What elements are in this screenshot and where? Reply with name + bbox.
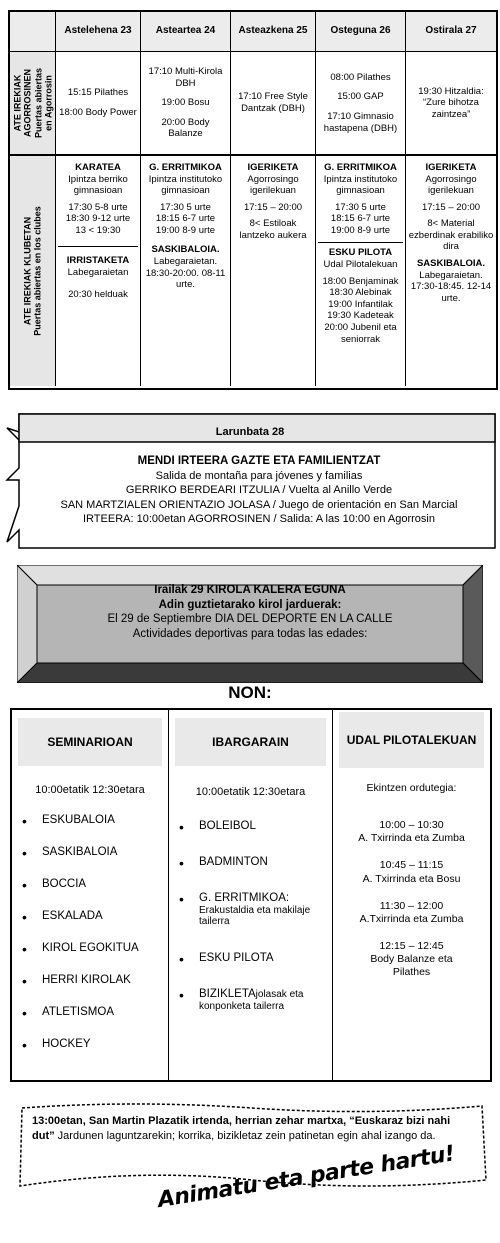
clubs-wed: IGERIKETA Agorrosingo igerilekuan 17:15 – 20:00 8< Estiloak lantzeko aukera <box>231 156 316 386</box>
column-seminarioan <box>12 710 168 1080</box>
column-time: 10:00etatik 12:30etara <box>35 784 145 796</box>
column-header: IBARGARAIN <box>175 718 326 766</box>
column-time: 10:00etatik 12:30etara <box>195 786 306 798</box>
clubs-tue: G. ERRITMIKOA Ipintza institutoko gimnasioan 17:30 5 urte 18:15 6-7 urte 19:00 8-9 urte SASKIBALOIA. Labegaraietan. 18:30-20:00. 08-11 urte. <box>141 156 231 386</box>
saturday-line: SAN MARTZIALEN ORIENTAZIO JOLASA / Juego de orientación en San Marcial <box>60 498 458 511</box>
list-item: • ESKU PILOTA <box>179 952 328 988</box>
list-item: • G. ERRITMIKOA: Erakustaldia eta makilaje tailerra <box>179 892 328 952</box>
clubs-thu: G. ERRITMIKOA Ipintza institutoko gimnasioan 17:30 5 urte 18:15 6-7 urte 19:00 8-9 urte ESKU PILOTA Udal Pilotalekuan 18:00 Benjaminak 18:30 Alebinak 19:00 Infantilak 19:30 Kadeteak 20:00 Jubenil eta seniorrak <box>316 156 406 386</box>
clubs-fri: IGERIKETA Agorrosingo igerilekuan 17:15 – 20:00 8< Material ezberdinak erabiliko dira SASKIBALOIA. Labegaraietan. 17:30-18:45. 12-14 urte. <box>408 162 494 304</box>
list-item: • HOCKEY <box>22 1038 164 1070</box>
column-header: SEMINARIOAN <box>18 718 162 766</box>
row-label-agorrosin: ATE IREKIAK AGORROSINEN Puertas abiertas en Agorrosin <box>10 52 56 156</box>
street-sports-day-banner <box>17 565 483 683</box>
saturday-box <box>5 410 497 550</box>
column-ibargarain <box>169 710 332 1080</box>
slogan: Animatu eta parte hartu! <box>156 1141 457 1213</box>
row-label-clubs: ATE IREKIAK KLUBETAN Puertas abiertas en los clubes <box>10 156 56 386</box>
weekly-schedule-table <box>8 10 498 390</box>
sunday-text: Irailak 29 KIROLA KALERA EGUNA Adin guztietarako kirol jarduerak: El 29 de Septiembre DIA DEL DEPORTE EN LA CALLE Actividades deportivas para todas las edades: <box>107 584 393 641</box>
list-item: • BOCCIA <box>22 878 164 910</box>
agorrosin-fri: 19:30 Hitzaldia: “Zure bihotza zaintzea” <box>406 52 496 156</box>
activity-list <box>179 820 328 1032</box>
saturday-line: Salida de montaña para jóvenes y familias <box>155 469 363 482</box>
saturday-heading: MENDI IRTEERA GAZTE ETA FAMILIENTZAT <box>137 455 381 467</box>
column-header: UDAL PILOTALEKUAN <box>339 712 484 768</box>
list-item: • ESKALADA <box>22 910 164 942</box>
saturday-line: GERRIKO BERDEARI ITZULIA / Vuelta al Anillo Verde <box>125 484 393 497</box>
saturday-line: IRTEERA: 10:00etan AGORROSINEN / Salida: A las 10:00 en Agorrosin <box>83 512 435 525</box>
day-header-thu: Osteguna 26 <box>316 12 406 52</box>
activities-table <box>10 708 492 1082</box>
day-header-fri: Ostirala 27 <box>406 12 496 52</box>
column-pilotalekuan <box>333 710 490 1080</box>
list-item: • BIZIKLETAjolasak eta konponketa tailerra <box>179 988 328 1032</box>
saturday-title: Larunbata 28 <box>215 426 285 438</box>
list-item: • ATLETISMOA <box>22 1006 164 1038</box>
agorrosin-thu: 08:00 Pilathes 15:00 GAP 17:10 Gimnasio hastapena (DBH) <box>316 52 406 156</box>
day-header-tue: Asteartea 24 <box>141 12 231 52</box>
day-header-wed: Asteazkena 25 <box>231 12 316 52</box>
agorrosin-tue: 17:10 Multi-Kirola DBH 19:00 Bosu 20:00 Body Balanze <box>141 52 231 156</box>
list-item: • BADMINTON <box>179 856 328 892</box>
list-item: • BOLEIBOL <box>179 820 328 856</box>
where-heading: NON: <box>228 683 272 702</box>
agorrosin-wed: 17:10 Free Style Dantzak (DBH) <box>231 52 316 156</box>
list-item: • HERRI KIROLAK <box>22 974 164 1006</box>
list-item: • SASKIBALOIA <box>22 846 164 878</box>
activity-list <box>22 814 164 1070</box>
clubs-mon: KARATEA Ipintza berriko gimnasioan 17:30 5-8 urte 18:30 9-12 urte 13 < 19:30 IRRISTAKETA Labegaraietan 20:30 helduak <box>56 156 141 386</box>
pilotaleku-schedule: Ekintzen ordutegia: 10:00 – 10:30 A. Txirrinda eta Zumba 10:45 – 11:15 A. Txirrinda eta Bosu 11:30 – 12:00 A.Txirrinda eta Zumba 12:15 – 12:45 Body Balanze eta Pilathes <box>358 782 465 979</box>
table-corner <box>10 12 56 52</box>
march-text: 13:00etan, San Martin Plazatik irtenda, herrian zehar martxa, “Euskaraz bizi nahi dut” Jardunen laguntzarekin; korrika, bizikletaz zein patinetan egin ahal izango da. <box>32 1115 451 1142</box>
list-item: • KIROL EGOKITUA <box>22 942 164 974</box>
list-item: • ESKUBALOIA <box>22 814 164 846</box>
day-header-mon: Astelehena 23 <box>56 12 141 52</box>
agorrosin-mon: 15:15 Pilathes 18:00 Body Power <box>56 52 141 156</box>
saturday-body <box>25 454 493 526</box>
